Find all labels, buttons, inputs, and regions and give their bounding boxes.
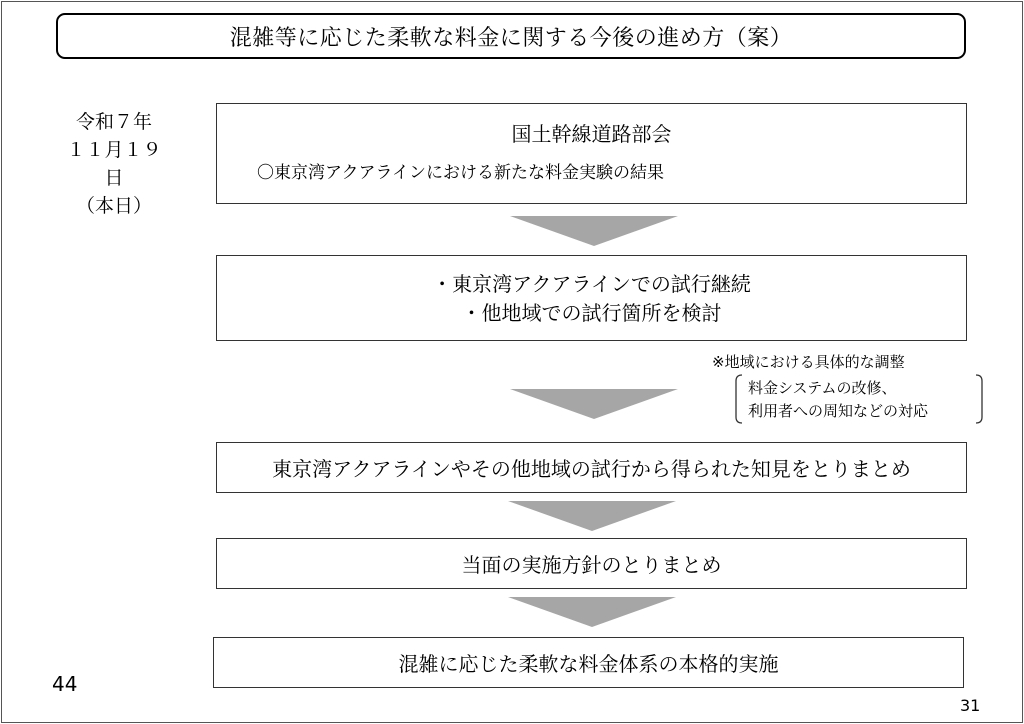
trial-other-regions-text: ・他地域での試行箇所を検討 [461, 301, 722, 325]
step-box-trials [216, 255, 967, 341]
coordination-details [734, 373, 984, 425]
date-month-day: １１月１９日 [66, 139, 162, 189]
committee-bullet: 〇東京湾アクアラインにおける新たな料金実験の結果 [257, 163, 664, 183]
implementation-text: 混雑に応じた柔軟な料金体系の本格的実施 [398, 652, 779, 676]
coordination-detail-1: 料金システムの改修、 [748, 379, 897, 397]
slide-title-text: 混雑等に応じた柔軟な料金に関する今後の進め方（案） [229, 25, 793, 51]
regional-coordination-note: ※地域における具体的な調整 [712, 353, 905, 371]
step-box-policy [216, 538, 967, 589]
slide-title [56, 13, 966, 59]
step-box-committee [216, 103, 967, 204]
coordination-detail-2: 利用者への周知などの対応 [748, 402, 929, 420]
down-arrow-icon [508, 501, 676, 531]
trial-continue-text: ・東京湾アクアラインでの試行継続 [432, 272, 751, 296]
date-today: （本日） [75, 195, 152, 217]
date-label [64, 108, 164, 220]
down-arrow-icon [508, 597, 676, 627]
committee-heading: 国土幹線道路部会 [511, 122, 672, 146]
policy-text: 当面の実施方針のとりまとめ [461, 553, 722, 577]
step-box-full-implementation [213, 637, 964, 688]
findings-text: 東京湾アクアラインやその他地域の試行から得られた知見をとりまとめ [272, 457, 911, 481]
date-era-year: 令和７年 [75, 111, 152, 133]
down-arrow-icon [510, 216, 678, 246]
down-arrow-icon [510, 389, 678, 419]
page-number-left: 44 [52, 672, 78, 696]
step-box-findings [216, 442, 967, 493]
page-number-right: 31 [960, 696, 981, 715]
